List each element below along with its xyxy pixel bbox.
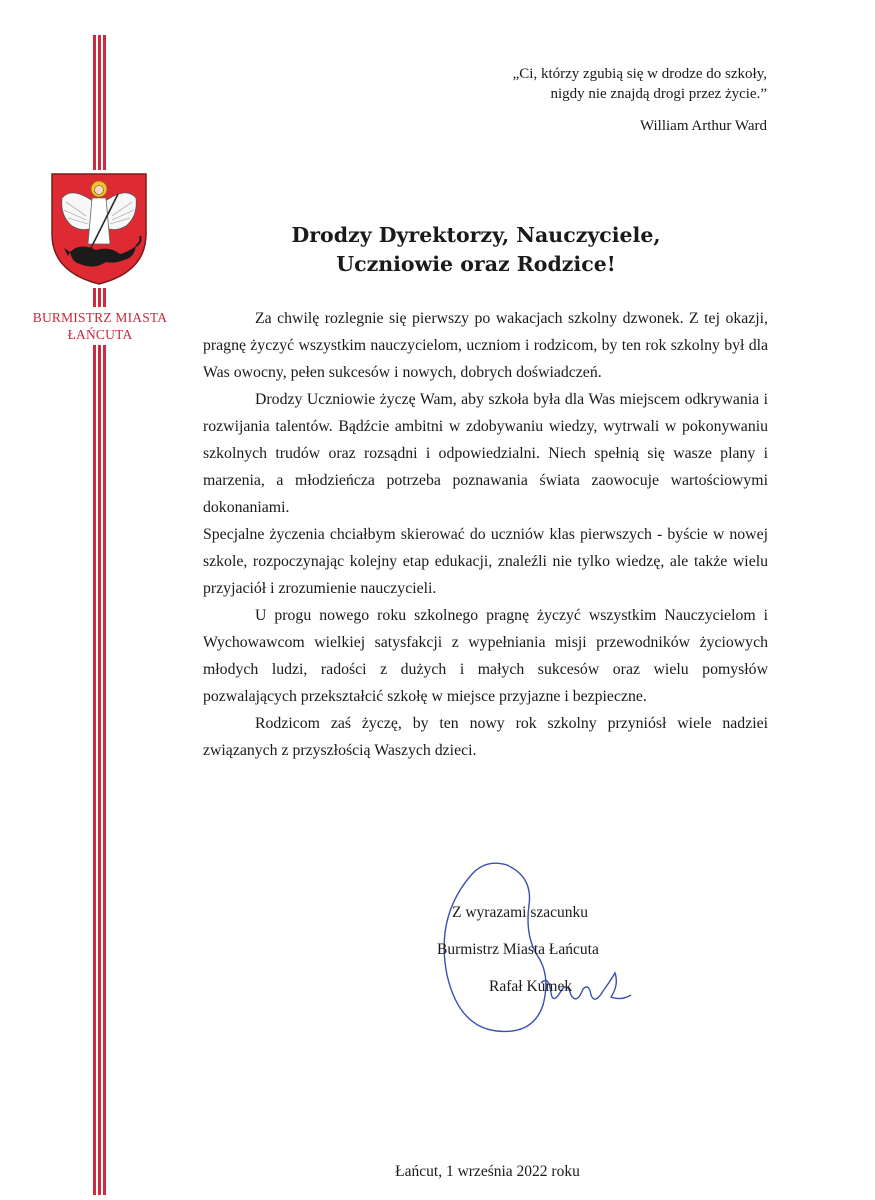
- epigraph-author: William Arthur Ward: [639, 118, 767, 134]
- angel-slaying-dragon-coat-of-arms-icon: [50, 172, 148, 286]
- place-and-date: Łańcut, 1 września 2022 roku: [395, 1163, 580, 1180]
- body-paragraph: U progu nowego roku szkolnego pragnę życzyć wszystkim Nauczycielom i Wychowawcom wielkiej satysfakcji z wypełniania misji przewodników życiowych młodych ludzi, radości z dużych i małych sukcesów oraz wielu pomysłów pozwalających przekształcić szkołę w miejsce przyjazne i bezpieczne.: [203, 607, 768, 705]
- body-paragraph: Specjalne życzenia chciałbym skierować do uczniów klas pierwszych - byście w nowej szkole, rozpoczynając kolejny etap edukacji, znaleźli nie tylko wiedzę, ale także wielu przyjaciół i zrozumienie nauczycieli.: [203, 526, 768, 597]
- epigraph-line: „Ci, którzy zgubią się w drodze do szkoły,: [512, 66, 767, 82]
- crest-container: [48, 170, 150, 288]
- epigraph-quote: [513, 64, 767, 104]
- office-title: [20, 307, 180, 345]
- epigraph-line: nigdy nie znajdą drogi przez życie.”: [550, 86, 767, 102]
- office-title-line: ŁAŃCUTA: [67, 327, 133, 342]
- body-paragraph: Za chwilę rozlegnie się pierwszy po wakacjach szkolny dzwonek. Z tej okazji, pragnę życzyć wszystkim nauczycielom, uczniom i rodzicom, by ten rok szkolny był dla Was owocny, pełen sukcesów i nowych, dobrych doświadczeń.: [203, 310, 768, 381]
- heading-line: Uczniowie oraz Rodzice!: [336, 252, 616, 276]
- letter-heading: [200, 221, 752, 279]
- body-paragraph: Rodzicom zaś życzę, by ten nowy rok szkolny przyniósł wiele nadziei związanych z przyszłością Waszych dzieci.: [203, 715, 768, 759]
- letter-body: [203, 305, 768, 764]
- closing-salutation: Z wyrazami szacunku: [452, 904, 588, 921]
- signatory-title: Burmistrz Miasta Łańcuta: [437, 941, 599, 958]
- heading-line: Drodzy Dyrektorzy, Nauczyciele,: [291, 223, 661, 247]
- body-paragraph: Drodzy Uczniowie życzę Wam, aby szkoła była dla Was miejscem odkrywania i rozwijania talentów. Bądźcie ambitni w zdobywaniu wiedzy, wytrwali w pokonywaniu szkolnych trudów oraz rozsądni i odpowiedzialni. Niech spełnią się wasze plany i marzenia, a młodzieńcza potrzeba poznawania świata zaowocuje wartościowymi dokonaniami.: [203, 391, 768, 516]
- office-title-line: BURMISTRZ MIASTA: [32, 310, 168, 325]
- signatory-name: Rafał Kumek: [489, 978, 573, 995]
